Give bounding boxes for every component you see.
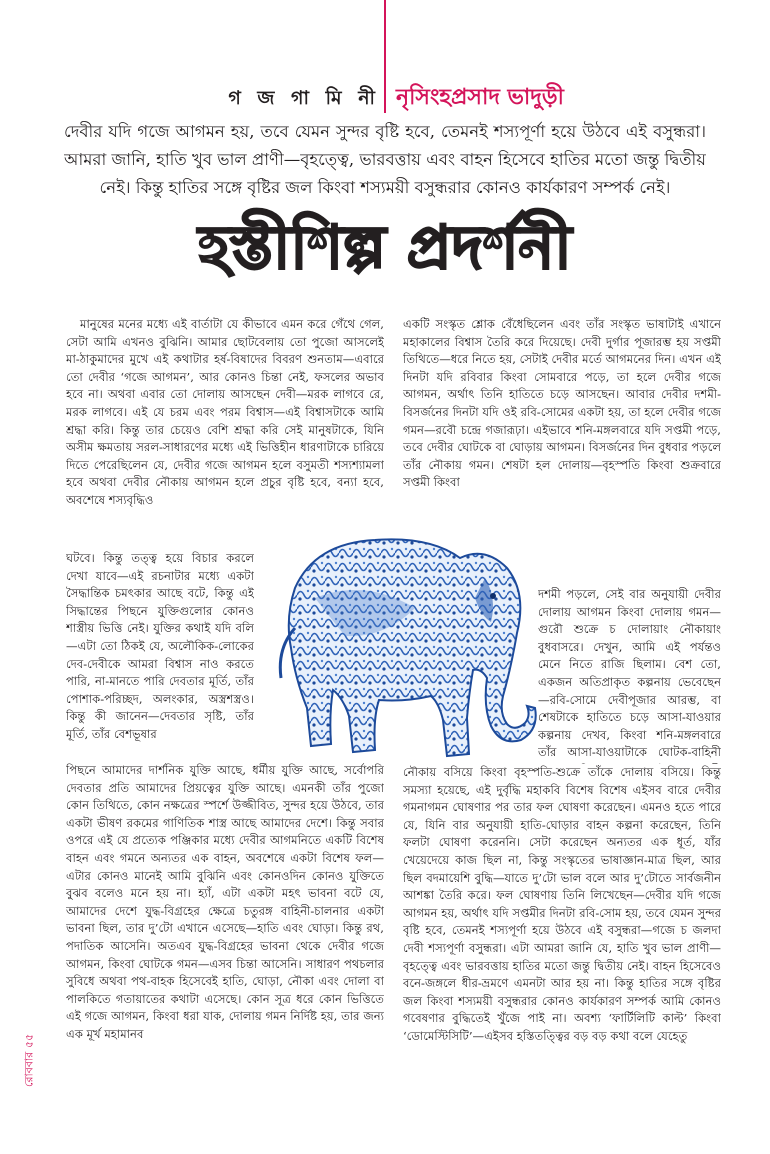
series-title: গ জ গা মি নী — [228, 87, 380, 109]
elephant-illustration-icon — [255, 518, 545, 770]
body-column-1-top — [66, 316, 384, 548]
body-column-1-bottom — [66, 762, 384, 1130]
body-column-2-bottom — [403, 764, 721, 1130]
author-name: নৃসিংহপ্রসাদ ভাদুড়ী — [396, 85, 564, 110]
body-text: মানুষের মনের মধ্যে এই বার্তাটা যে কীভাবে এমন করে গেঁথে গেল, সেটা আমি এখনও বুঝিনি। আমার ছোটবেলায় তো পুজো আসলেই মা-ঠাকুমাদের মুখে এই কথাটার হর্ষ-বিষাদের বিবরণ শুনতাম—এবারে তো দেবীর ‘গজে আগমন’, আর কোনও চিন্তা নেই, ফসলের অভাব হবে না। অথবা এবার তো দোলায় আসছেন দেবী—মরক লাগবে রে, মরক লাগবে। এই যে চরম এবং পরম বিশ্বাস—এই বিশ্বাসটাকে আমি শ্রদ্ধা করি। কিন্তু তার চেয়েও বেশি শ্রদ্ধা করি সেই মানুষটাকে, যিনি অসীম ক্ষমতায় সরল-সাধারণের মধ্যে এই ভিত্তিহীন ধারণাটাকে চারিয়ে দিতে পেরেছিলেন যে, দেবীর গজে আগমন হলে বসুমতী শস্যশ্যামলা হবে অথবা দেবীর নৌকায় আগমন হলে প্রচুর বৃষ্টি হবে, বন্যা হবে, অবশেষে শস্যবৃদ্ধিও — [66, 317, 384, 507]
body-column-2-middle — [538, 586, 721, 764]
body-text: ঘটবে। কিন্তু তত্ত্ব হয়ে বিচার করলে দেখা যাবে—এই রচনাটার মধ্যে একটা সৈদ্ধান্তিক চমৎকার আছে বটে, কিন্তু এই সিদ্ধান্তের পিছনে যুক্তিগুলোর কোনও শাস্ত্রীয় ভিত্তি নেই। যুক্তির কথাই যদি বলি—এটা তো ঠিকই যে, অলৌকিক-লোকের দেব-দেবীকে আমরা বিশ্বাস নাও করতে পারি, না-মানতে পারি দেবতার মূর্তি, তাঁর পোশাক-পরিচ্ছদ, অলংকার, অস্ত্রশস্ত্রও। কিন্তু কী জানেন—দেবতার সৃষ্টি, তাঁর মূর্তি, তাঁর বেশভূষার — [66, 551, 254, 741]
body-text: পিছনে আমাদের দার্শনিক যুক্তি আছে, ধর্মীয় যুক্তি আছে, সর্বোপরি দেবতার প্রতি আমাদের প্রিয়ত্বের যুক্তি আছে। এমনকী তাঁর পুজো কোন তিথিতে, কোন নক্ষত্রের স্পর্শে উজ্জীবিত, সুন্দর হয়ে উঠবে, তার একটা ভীষণ রকমের গাণিতিক শাস্ত্র আছে আমাদের দেশে। কিন্তু সবার ওপরে এই যে প্রত্যেক পঞ্জিকার মধ্যে দেবীর আগমনিতে একটি বিশেষ বাহন এবং গমনে অন্যতর এক বাহন, অবশেষে একটা বিশেষ ফল—এটার কোনও মানেই আমি বুঝিনি এবং কোনওদিন কোনও যুক্তিতে বুঝব বলেও মনে হয় না। হ্যাঁ, এটা একটা মহৎ ভাবনা বটে যে, আমাদের দেশে যুদ্ধ-বিগ্রহের ক্ষেত্রে চতুরঙ্গ বাহিনী-চালনার একটা ভাবনা ছিল, তার দু’টো এখানে এসেছে—হাতি এবং ঘোড়া। কিন্তু রথ, পদাতিক আসেনি। অতএব যুদ্ধ-বিগ্রহের ভাবনা থেকে দেবীর গজে আগমন, কিংবা ঘোটকে গমন—এসব চিন্তা আসেনি। সাধারণ পথচলার সুবিধে অথবা পথ-বাহক হিসেবেই হাতি, ঘোড়া, নৌকা এবং দোলা বা পালকিতে গতায়াতের কথাটা এসেছে। কোন সূত্র ধরে কোন ভিত্তিতে এই গজে আগমন, কিংবা ধরা যাক, দোলায় গমন নির্দিষ্ট হয়, তার জন্য এক মূর্খ মহামানব — [66, 763, 384, 1041]
intro-paragraph: দেবীর যদি গজে আগমন হয়, তবে যেমন সুন্দর বৃষ্টি হবে, তেমনই শস্যপূর্ণা হয়ে উঠবে এই বসুন্ধরা। আমরা জানি, হাতি খুব ভাল প্রাণী—বৃহত্ত্বে, ভারবত্তায় এবং বাহন হিসেবে হাতির মতো জন্তু দ্বিতীয় নেই। কিন্তু হাতির সঙ্গে বৃষ্টির জল কিংবা শস্যময়ী বসুন্ধরার কোনও কার্যকারণ সম্পর্ক নেই। — [64, 122, 706, 197]
page-number: ৫৫ — [22, 1033, 36, 1048]
body-text: নৌকায় বসিয়ে কিংবা বৃহস্পতি-শুক্রে তাঁকে দোলায় বসিয়ে। কিন্তু সমস্যা হয়েছে, এই দুর্বৃদ্ধি মহাকবি বিশেষ বিশেষ এইসব বারে দেবীর গমনাগমন ঘোষণার পর তার ফল ঘোষণা করেছেন। এমনও হতে পারে যে, যিনি বার অনুযায়ী হাতি-ঘোড়ার বাহন কল্পনা করেছেন, তিনি ফলটা ঘোষণা করেননি। সেটা করেছেন অন্যতর এক ধূর্ত, যাঁর খেয়েদেয়ে কাজ ছিল না, কিন্তু সংস্কৃতের ভাষাজ্ঞান-মাত্র ছিল, আর ছিল বদমায়েশি বুদ্ধি—যাতে দু’টো ভাল বলে আর দু’টোতে সার্বজনীন আশঙ্কা তৈরি করে। ফল ঘোষণায় তিনি লিখেছেন—দেবীর যদি গজে আগমন হয়, অর্থাৎ যদি সপ্তমীর দিনটা রবি-সোম হয়, তবে যেমন সুন্দর বৃষ্টি হবে, তেমনই শস্যপূর্ণা হয়ে উঠবে এই বসুন্ধরা—গজে চ জলদা দেবী শস্যপূর্ণা বসুন্ধরা। এটা আমরা জানি যে, হাতি খুব ভাল প্রাণী—বৃহত্ত্বে এবং ভারবত্তায় হাতির মতো জন্তু দ্বিতীয় নেই। বাহন হিসেবেও বনে-জঙ্গলে ধীর-ভ্রমণে এমনটা আর হয় না। কিন্তু হাতির সঙ্গে বৃষ্টির জল কিংবা শস্যময়ী বসুন্ধরার কোনও কার্যকারণ সম্পর্ক আমি কোনও গবেষণার বুদ্ধিতেই খুঁজে পাই না। অবশ্য ‘ফার্টিলিটি কাল্ট’ কিংবা ‘ডোমেস্টিসিটি’—এইসব হস্তিতত্ত্বির বড় বড় কথা বলে যেহেতু — [403, 765, 721, 1043]
body-text: দশমী পড়লে, সেই বার অনুযায়ী দেবীর দোলায় আগমন কিংবা দোলায় গমন—গুরৌ শুক্রে চ দোলায়াং নৌকায়াং বুধবাসরে। দেখুন, আমি এই পর্যন্তও মেনে নিতে রাজি ছিলাম। বেশ তো, একজন অতিপ্রাকৃত কল্পনায় ভেবেছেন—রবি-সোমে দেবীপূজার আরম্ভ, বা শেষটাকে হাতিতে চড়ে আসা-যাওয়ার কল্পনায় দেখব, কিংবা শনি-মঙ্গলবারে তাঁর আসা-যাওয়াটাকে ঘোটক-বাহিনী — [538, 587, 721, 760]
body-column-1-middle — [66, 550, 254, 760]
article-headline: হস্তীশিল্প প্রদর্শনী — [198, 213, 572, 283]
body-text: একটি সংস্কৃত শ্লোক বেঁধেছিলেন এবং তাঁর সংস্কৃত ভাষাটাই এখানে মহাকালের বিশ্বাস তৈরি করে দিয়েছে। দেবী দুর্গার পূজারম্ভ হয় সপ্তমী তিথিতে—ধরে নিতে হয়, সেটাই দেবীর মর্তে আগমনের দিন। এখন এই দিনটা যদি রবিবার কিংবা সোমবারে পড়ে, তা হলে দেবীর গজে আগমন, অর্থাৎ তিনি হাতিতে চড়ে আসছেন। আবার দেবীর দশমী-বিসর্জনের দিনটা যদি ওই রবি-সোমের একটা হয়, তা হলে দেবীর গজে গমন—রবৌ চন্দ্রে গজারূঢ়া। এইভাবে শনি-মঙ্গলবারে যদি সপ্তমী পড়ে, তবে দেবীর ঘোটকে বা ঘোড়ায় আগমন। বিসর্জনের দিন বুধবার পড়লে তাঁর নৌকায় গমন। শেষটা হল দোলায়—বৃহস্পতি কিংবা শুক্রবারে সপ্তমী কিংবা — [403, 317, 721, 490]
magazine-name: রোববার — [22, 1051, 36, 1087]
page-folio — [20, 1010, 40, 1110]
header-divider — [384, 0, 386, 113]
